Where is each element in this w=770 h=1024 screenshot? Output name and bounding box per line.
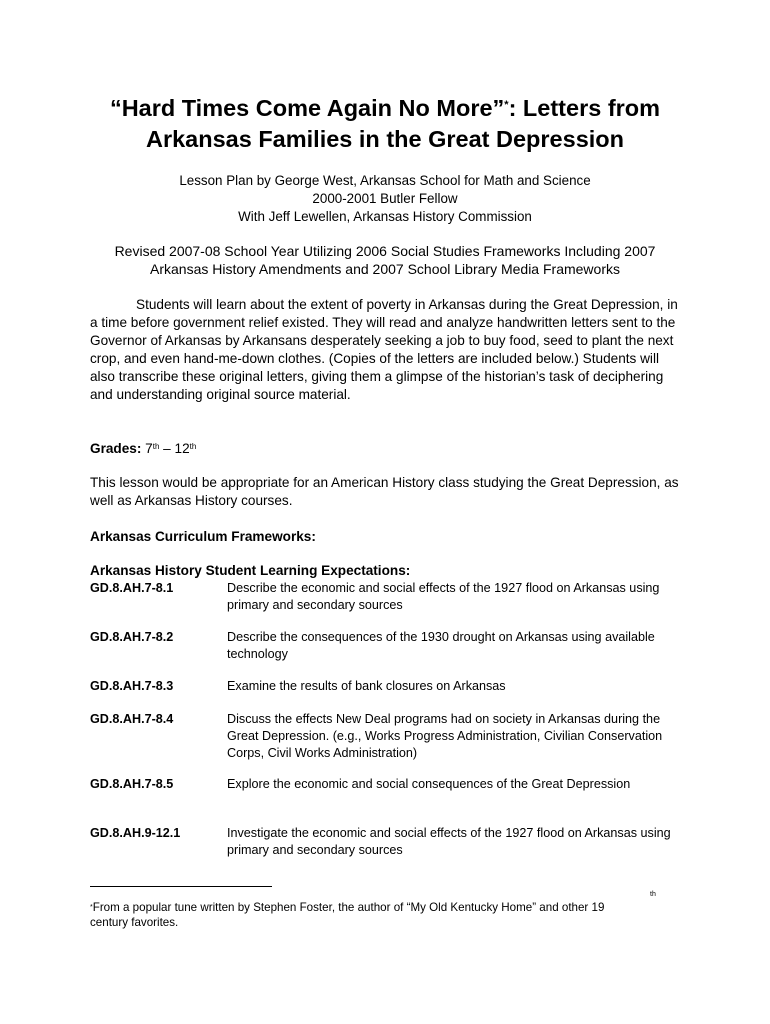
- title-part-2: : Letters from: [508, 95, 661, 121]
- title-line-2: Arkansas Families in the Great Depression: [145, 126, 625, 152]
- standard-code: GD.8.AH.7-8.4: [90, 712, 174, 726]
- grades-line: [90, 440, 680, 458]
- intro-paragraph: Students will learn about the extent of poverty in Arkansas during the Great Depression, in a time before government relief existed. They will read and analyze handwritten letters sent to the Governor of Arkansas by Arkansans desperately seeking a job to buy food, seed to plant the next crop, and even hand-me-down clothes. (Copies of the letters are included below.) Students will also transcribe these original letters, giving them a glimpse of the historian’s task of deciphering and understanding original source material.: [90, 297, 678, 402]
- standard-description: Describe the consequences of the 1930 drought on Arkansas using available technology: [227, 630, 655, 661]
- grade-to-suffix: th: [189, 442, 197, 451]
- byline-collaborator: With Jeff Lewellen, Arkansas History Commission: [238, 209, 532, 224]
- standard-code: GD.8.AH.7-8.5: [90, 777, 174, 791]
- standard-code: GD.8.AH.7-8.3: [90, 679, 174, 693]
- revision-line-2: Arkansas History Amendments and 2007 School Library Media Frameworks: [150, 261, 620, 277]
- title-footnote-marker: *: [504, 99, 509, 111]
- standard-description: Describe the economic and social effects of the 1927 flood on Arkansas using primary and secondary sources: [227, 581, 660, 612]
- byline: [70, 172, 700, 226]
- standard-code: GD.8.AH.7-8.1: [90, 581, 174, 595]
- standard-description: Examine the results of bank closures on Arkansas: [227, 679, 506, 693]
- title-part-1: “Hard Times Come Again No More”: [109, 95, 505, 121]
- audience-paragraph: This lesson would be appropriate for an American History class studying the Great Depression, as well as Arkansas History courses.: [90, 475, 679, 508]
- grade-dash: –: [159, 441, 175, 456]
- footnote: [90, 900, 660, 930]
- footnote-ordinal-suffix: th: [650, 891, 656, 898]
- footnote-text-continued: century favorites.: [90, 916, 179, 929]
- standard-code: GD.8.AH.9-12.1: [90, 826, 181, 840]
- revision-note: [70, 242, 700, 278]
- grade-from: 7: [145, 441, 153, 456]
- byline-fellowship: 2000-2001 Butler Fellow: [312, 191, 458, 206]
- revision-line-1: Revised 2007-08 School Year Utilizing 2006 Social Studies Frameworks Including 2007: [114, 243, 656, 259]
- frameworks-heading: Arkansas Curriculum Frameworks:: [90, 529, 316, 544]
- expectations-heading: Arkansas History Student Learning Expectations:: [90, 563, 411, 578]
- standard-description: Explore the economic and social consequences of the Great Depression: [227, 777, 631, 791]
- footnote-divider: [90, 886, 272, 887]
- document-title: [70, 93, 700, 155]
- standard-description: Investigate the economic and social effects of the 1927 flood on Arkansas using primary and secondary sources: [227, 826, 671, 857]
- grades-label: Grades:: [90, 441, 142, 456]
- byline-author: Lesson Plan by George West, Arkansas School for Math and Science: [179, 173, 591, 188]
- footnote-text: From a popular tune written by Stephen Foster, the author of “My Old Kentucky Home” and other 19: [92, 901, 605, 914]
- footnote-marker: *: [90, 904, 93, 911]
- standard-description: Discuss the effects New Deal programs had on society in Arkansas during the Great Depression. (e.g., Works Progress Administration, Civilian Conservation Corps, Civil Works Administration): [227, 712, 663, 760]
- standard-code: GD.8.AH.7-8.2: [90, 630, 174, 644]
- grade-to: 12: [174, 441, 190, 456]
- grade-from-suffix: th: [152, 442, 160, 451]
